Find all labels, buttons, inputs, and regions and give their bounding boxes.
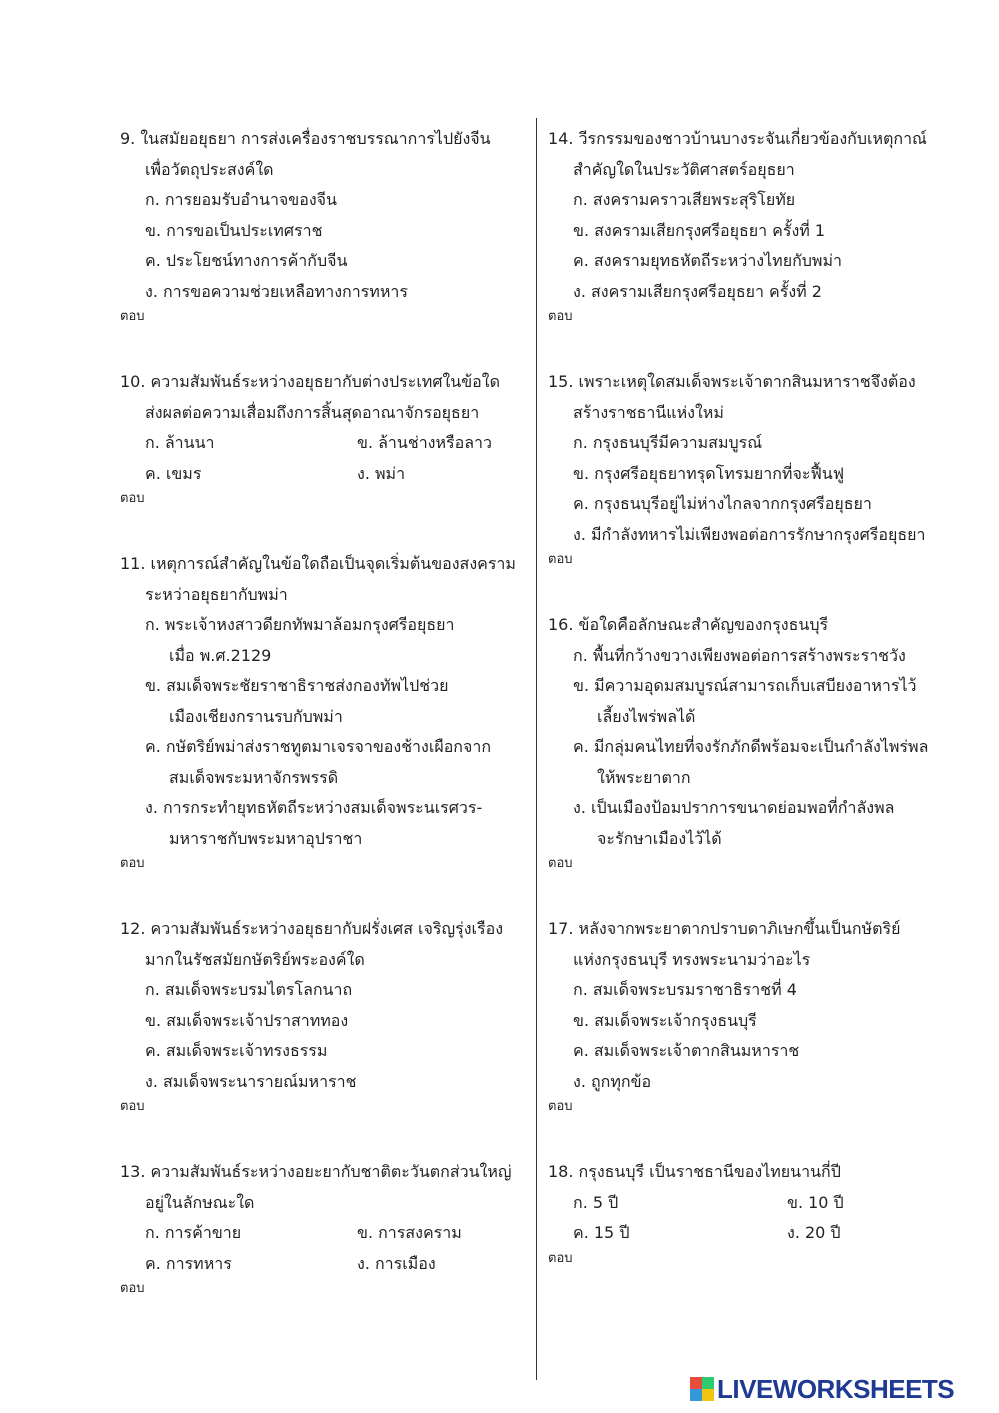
option-c-cont[interactable]: ให้พระยาตาก [597,767,691,787]
option-a[interactable]: ก. สงครามคราวเสียพระสุริโยทัย [573,190,796,209]
question-18 [548,1157,968,1249]
option-b[interactable]: ข. ล้านช่างหรือลาว [357,433,493,452]
question-stem-cont: สำคัญใดในประวัติศาสตร์อยุธยา [573,159,795,179]
option-d[interactable]: ง. มีกำลังทหารไม่เพียงพอต่อการรักษากรุงศรีอยุธยา [573,524,926,544]
option-a-cont[interactable]: เมื่อ พ.ศ.2129 [169,645,272,665]
option-d[interactable]: ง. สงครามเสียกรุงศรีอยุธยา ครั้งที่ 2 [573,281,822,301]
left-column [120,124,525,1339]
question-stem-cont: สร้างราชธานีแห่งใหม่ [573,402,724,422]
question-stem-cont: แห่งกรุงธนบุรี ทรงพระนามว่าอะไร [573,949,811,969]
option-a[interactable]: ก. พระเจ้าหงสาวดียกทัพมาล้อมกรุงศรีอยุธยา [145,615,455,634]
option-d[interactable]: ง. การขอความช่วยเหลือทางการทหาร [145,281,408,301]
option-a[interactable]: ก. กรุงธนบุรีมีความสมบูรณ์ [573,433,763,452]
option-d[interactable]: ง. การกระทำยุทธหัตถีระหว่างสมเด็จพระนเรศวร- [145,798,483,817]
answer-label: ตอบ [120,1099,145,1114]
liveworksheets-logo-icon [690,1377,714,1401]
option-b[interactable]: ข. การขอเป็นประเทศราช [145,220,323,240]
question-14 [548,124,968,307]
option-c[interactable]: ค. มีกลุ่มคนไทยที่จงรักภักดีพร้อมจะเป็นกำลังไพร่พล [573,737,929,756]
logo-tile-green [702,1377,714,1389]
option-a[interactable]: ก. พื้นที่กว้างขวางเพียงพอต่อการสร้างพระราชวัง [573,645,906,665]
option-b-cont[interactable]: เมืองเชียงกรานรบกับพม่า [169,706,343,726]
option-c[interactable]: ค. สมเด็จพระเจ้าตากสินมหาราช [573,1041,800,1060]
question-stem: 10. ความสัมพันธ์ระหว่างอยุธยากับต่างประเทศในข้อใด [120,372,500,391]
logo-tile-blue [690,1389,702,1401]
question-stem: 15. เพราะเหตุใดสมเด็จพระเจ้าตากสินมหาราชจึงต้อง [548,372,916,391]
option-b[interactable]: ข. สมเด็จพระชัยราชาธิราชส่งกองทัพไปช่วย [145,676,449,695]
option-d[interactable]: ง. 20 ปี [787,1223,841,1242]
options-grid [120,428,525,489]
option-d[interactable]: ง. เป็นเมืองป้อมปราการขนาดย่อมพอที่กำลังพล [573,798,895,817]
options-grid [120,1218,525,1279]
liveworksheets-logo-text: LIVEWORKSHEETS [717,1373,955,1404]
question-stem-cont: เพื่อวัตถุประสงค์ใด [145,159,274,179]
answer-label: ตอบ [120,309,145,324]
question-stem-cont: มากในรัชสมัยกษัตริย์พระองค์ใด [145,949,365,969]
logo-tile-yellow [702,1389,714,1401]
question-stem-cont: อยู่ในลักษณะใด [145,1192,255,1212]
option-b[interactable]: ข. การสงคราม [357,1223,462,1242]
option-c[interactable]: ค. การทหาร [145,1253,232,1273]
question-stem: 12. ความสัมพันธ์ระหว่างอยุธยากับฝรั่งเศส เจริญรุ่งเรือง [120,919,503,938]
question-stem: 9. ในสมัยอยุธยา การส่งเครื่องราชบรรณาการไปยังจีน [120,129,491,148]
logo-tile-red [690,1377,702,1389]
option-a[interactable]: ก. 5 ปี [573,1192,619,1212]
option-c[interactable]: ค. สงครามยุทธหัตถีระหว่างไทยกับพม่า [573,251,842,270]
question-15 [548,367,968,550]
option-a[interactable]: ก. การค้าขาย [145,1223,242,1242]
option-d-cont[interactable]: มหาราชกับพระมหาอุปราชา [169,828,363,848]
answer-label: ตอบ [120,1281,145,1296]
column-divider [536,118,537,1380]
answer-label: ตอบ [120,856,145,871]
option-d[interactable]: ง. พม่า [357,463,406,483]
answer-label: ตอบ [548,552,573,567]
option-c-cont[interactable]: สมเด็จพระมหาจักรพรรดิ [169,767,339,787]
question-stem: 17. หลังจากพระยาตากปราบดาภิเษกขึ้นเป็นกษัตริย์ [548,919,901,938]
option-a[interactable]: ก. ล้านนา [145,433,215,452]
option-b-cont[interactable]: เลี้ยงไพร่พลได้ [597,706,696,726]
option-c[interactable]: ค. เขมร [145,463,202,483]
option-c[interactable]: ค. สมเด็จพระเจ้าทรงธรรม [145,1041,328,1060]
question-stem-cont: ระหว่าอยุธยากับพม่า [145,584,288,604]
option-a[interactable]: ก. สมเด็จพระบรมราชาธิราชที่ 4 [573,980,797,999]
option-c[interactable]: ค. กรุงธนบุรีอยู่ไม่ห่างไกลจากกรุงศรีอยุธยา [573,494,872,513]
option-b[interactable]: ข. 10 ปี [787,1192,844,1212]
right-column [548,124,968,1309]
option-d[interactable]: ง. การเมือง [357,1253,436,1273]
question-stem: 11. เหตุการณ์สำคัญในข้อใดถือเป็นจุดเริ่มต้นของสงคราม [120,554,516,573]
question-stem-cont: ส่งผลต่อความเสื่อมถึงการสิ้นสุดอาณาจักรอยุธยา [145,402,480,422]
option-c[interactable]: ค. กษัตริย์พม่าส่งราชทูตมาเจรจาของช้างเผือกจาก [145,737,492,756]
question-16 [548,610,968,854]
question-17 [548,914,968,1097]
question-12 [120,914,525,1097]
answer-label: ตอบ [548,1099,573,1114]
option-b[interactable]: ข. สงครามเสียกรุงศรีอยุธยา ครั้งที่ 1 [573,220,826,240]
liveworksheets-logo[interactable] [690,1374,954,1404]
option-d-cont[interactable]: จะรักษาเมืองไว้ได้ [597,828,722,848]
option-d[interactable]: ง. สมเด็จพระนารายณ์มหาราช [145,1071,357,1091]
option-b[interactable]: ข. สมเด็จพระเจ้าปราสาททอง [145,1010,349,1030]
answer-label: ตอบ [548,309,573,324]
question-10 [120,367,525,489]
answer-label: ตอบ [548,1250,573,1266]
option-a[interactable]: ก. สมเด็จพระบรมไตรโลกนาถ [145,980,353,999]
option-c[interactable]: ค. 15 ปี [573,1223,630,1242]
option-b[interactable]: ข. สมเด็จพระเจ้ากรุงธนบุรี [573,1010,757,1030]
options-grid [548,1188,968,1249]
question-stem: 14. วีรกรรมของชาวบ้านบางระจันเกี่ยวข้องกับเหตุกาณ์ [548,129,927,148]
option-a[interactable]: ก. การยอมรับอำนาจของจีน [145,190,337,209]
option-b[interactable]: ข. กรุงศรีอยุธยาทรุดโทรมยากที่จะฟื้นฟู [573,463,845,483]
question-9 [120,124,525,307]
option-c[interactable]: ค. ประโยชน์ทางการค้ากับจีน [145,251,348,270]
question-stem: 13. ความสัมพันธ์ระหว่างอยะยากับชาติตะวันตกส่วนใหญ่ [120,1162,512,1181]
question-stem: 16. ข้อใดคือลักษณะสำคัญของกรุงธนบุรี [548,615,829,634]
option-d[interactable]: ง. ถูกทุกข้อ [573,1071,652,1091]
question-stem: 18. กรุงธนบุรี เป็นราชธานีของไทยนานกี่ปี [548,1162,841,1181]
question-13 [120,1157,525,1279]
answer-label: ตอบ [548,856,573,871]
answer-label: ตอบ [120,491,145,506]
question-11 [120,549,525,854]
option-b[interactable]: ข. มีความอุดมสมบูรณ์สามารถเก็บเสบียงอาหารไว้ [573,676,917,695]
